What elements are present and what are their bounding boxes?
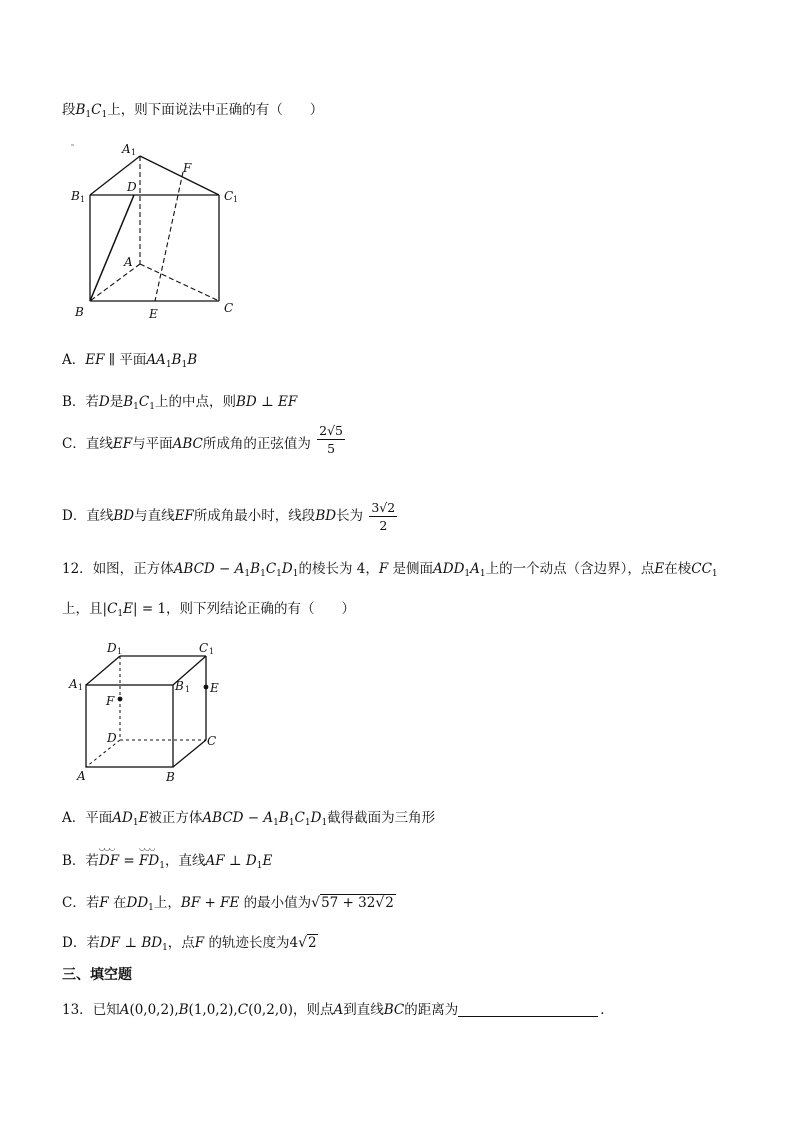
point-F	[118, 697, 123, 702]
label-D: D	[127, 180, 137, 194]
label-C1: C	[224, 189, 234, 203]
q11-option-c: C．直线EF与平面ABC所成角的正弦值为 $\frac{2√5}{5}$	[62, 423, 343, 456]
q11-intro: 段$B_1C_1$上，则下面说法中正确的有（ ）	[62, 102, 324, 120]
label-A: A	[124, 255, 133, 269]
q12-option-a: A．平面$AD_1E$被正方体ABCD − $A_1B_1C_1D_1$截得截面为三角形	[62, 810, 436, 828]
answer-blank[interactable]	[458, 1002, 598, 1017]
svg-text:1: 1	[80, 195, 86, 204]
svg-text:A: A	[69, 677, 78, 691]
label-A1: A	[122, 142, 131, 156]
svg-text:1: 1	[185, 685, 191, 694]
svg-text:D: D	[107, 731, 117, 745]
label-F: F	[183, 161, 192, 175]
point-E	[204, 685, 209, 690]
svg-text:B: B	[175, 679, 184, 693]
svg-text:1: 1	[233, 195, 239, 204]
label-E: E	[149, 307, 158, 321]
svg-text:C: C	[199, 641, 209, 655]
label-B: B	[75, 305, 84, 319]
svg-text:1: 1	[131, 148, 137, 157]
q12-option-c: C．若F 在$DD_1$上，BF + FE 的最小值为√57 + 32√2	[62, 895, 394, 913]
svg-text:D: D	[107, 641, 117, 655]
q12-figure-labels	[68, 641, 219, 784]
svg-text:C: C	[207, 734, 217, 748]
svg-text:1: 1	[78, 683, 84, 692]
svg-text:1: 1	[117, 647, 123, 656]
label-C: C	[224, 301, 234, 315]
q11-option-b: B．若D是$B_1C_1$上的中点，则BD ⊥ EF	[62, 394, 298, 412]
q11-option-a: A．EF ∥ 平面$AA_1B_1B$	[62, 352, 198, 370]
section-heading-fill-in: 三、填空题	[62, 967, 132, 983]
q11-option-d: D．直线BD与直线EF所成角最小时，线段BD长为 $\frac{3√2}{2}$	[62, 500, 396, 533]
q13-stem: 13．已知A(0,0,2),B(1,0,2),C(0,2,0)，则点A到直线BC的距离为 ．	[62, 1002, 614, 1018]
q12-option-b: B．若◡◡◡ DF = ◡◡◡ $FD_1$，直线AF ⊥ $D_1E$	[62, 849, 272, 871]
svg-text:1: 1	[209, 647, 215, 656]
svg-text:A: A	[77, 769, 86, 783]
svg-text:F: F	[106, 694, 115, 708]
svg-text:B: B	[166, 770, 175, 784]
label-B1: B	[71, 189, 80, 203]
q12-stem-line1: 12．如图，正方体ABCD − $A_1B_1C_1D_1$的棱长为 4，F 是侧面$ADD_1A_1$上的一个动点（含边界），点E在棱$CC_1$	[62, 561, 718, 579]
q12-stem-line2: 上，且$|C_1E| = 1$，则下列结论正确的有（ ）	[62, 601, 356, 619]
svg-text:E: E	[210, 681, 219, 695]
q12-option-d: D．若DF ⊥ $BD_1$，点F 的轨迹长度为4√2	[62, 935, 317, 953]
